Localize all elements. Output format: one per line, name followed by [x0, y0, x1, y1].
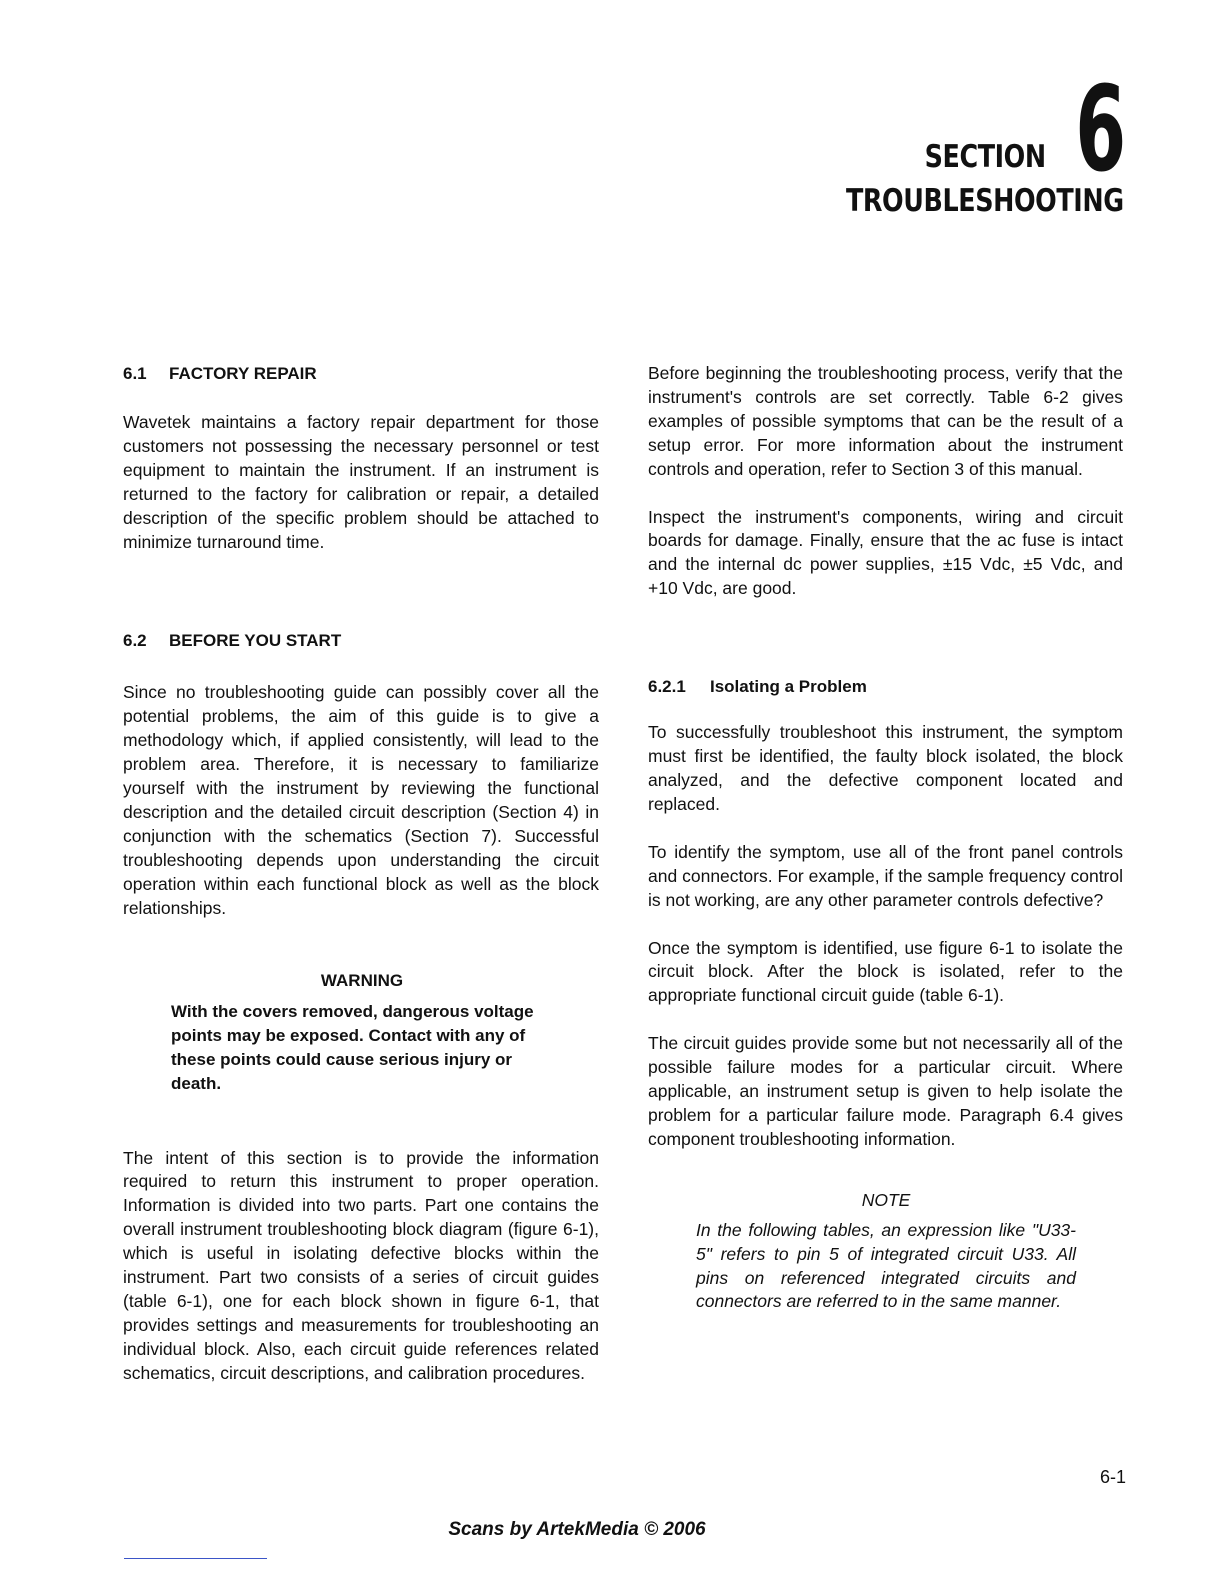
note-title: NOTE [861, 1189, 911, 1210]
page-number: 6-1 [1099, 1467, 1126, 1487]
note-text: In the following tables, an expression like "U33-5" refers to pin 5 of integrated circuit U33. All pins on referenced integrated circuits and connectors are referred to in the same manner. [696, 1219, 1076, 1312]
heading-number: 6.2.1 [648, 677, 686, 697]
heading-factory-repair [123, 362, 599, 386]
heading-number: 6.2 [123, 631, 147, 651]
scan-credit: Scans by ArtekMedia © 2006 [448, 1519, 706, 1540]
warning-title: WARNING [320, 970, 404, 990]
section-number: 6 [1075, 60, 1126, 198]
heading-isolating-a-problem [648, 675, 1123, 699]
verify-controls-paragraph: Before beginning the troubleshooting process, verify that the instrument's controls are set correctly. Table 6-2 gives examples of possible symptoms that can be the result of a setup error. For more information about the instrument controls and operation, refer to Section 3 of this manual. [648, 363, 1123, 479]
warning-box [123, 969, 553, 1096]
factory-repair-paragraph: Wavetek maintains a factory repair department for those customers not possessing the necessary personnel or test equipment to maintain the instrument. If an instrument is returned to the factory for calibration or repair, a detailed description of the specific problem should be attached to minimize turnaround time. [123, 412, 599, 552]
heading-text: Isolating a Problem [710, 677, 867, 697]
section-title: TROUBLESHOOTING [846, 183, 1124, 219]
right-column [648, 362, 1123, 1314]
left-column [123, 362, 599, 1386]
heading-before-you-start [123, 629, 599, 653]
before-you-start-paragraph: Since no troubleshooting guide can possibly cover all the potential problems, the aim of this guide is to give a methodology which, if applied consistently, will lead to the problem area. Therefore, it is necessary to familiarize yourself with the instrument by reviewing the functional description and the detailed circuit description (Section 4) in conjunction with the schematics (Section 7). Successful troubleshooting depends upon understanding the circuit operation within each functional block as well as the block relationships. [123, 682, 599, 918]
heading-number: 6.1 [123, 364, 147, 383]
warning-text: With the covers removed, dangerous voltage points may be exposed. Contact with any of these points could cause serious injury or death. [171, 1001, 534, 1093]
intent-paragraph: The intent of this section is to provide the information required to return this instrument to proper operation. Information is divided into two parts. Part one contains the overall instrument troubleshooting block diagram (figure 6-1), which is useful in isolating defective blocks within the instrument. Part two consists of a series of circuit guides (table 6-1), one for each block shown in figure 6-1, that provides settings and measurements for troubleshooting an individual block. Also, each circuit guide references related schematics, circuit descriptions, and calibration procedures. [123, 1147, 599, 1383]
heading-text: FACTORY REPAIR [169, 364, 317, 383]
isolating-paragraph-2: To identify the symptom, use all of the front panel controls and connectors. For example, if the sample frequency control is not working, are any other parameter controls defective? [648, 841, 1123, 910]
inspect-paragraph: Inspect the instrument's components, wiring and circuit boards for damage. Finally, ensure that the ac fuse is intact and the internal dc power supplies, ±15 Vdc, ±5 Vdc, and +10 Vdc, are good. [648, 506, 1123, 599]
isolating-paragraph-1: To successfully troubleshoot this instrument, the symptom must first be identified, the faulty block isolated, the block analyzed, and the defective component located and replaced. [648, 722, 1123, 814]
isolating-paragraph-4: The circuit guides provide some but not necessarily all of the possible failure modes for a particular circuit. Where applicable, an instrument setup is given to help isolate the problem for a particular failure mode. Paragraph 6.4 gives component troubleshooting information. [648, 1033, 1123, 1149]
footer-rule [124, 1558, 267, 1559]
isolating-paragraph-3: Once the symptom is identified, use figure 6-1 to isolate the circuit block. After the block is isolated, refer to the appropriate functional circuit guide (table 6-1). [648, 937, 1123, 1006]
note-box [648, 1188, 1076, 1315]
section-word: SECTION [924, 139, 1046, 175]
heading-text: BEFORE YOU START [169, 631, 342, 651]
